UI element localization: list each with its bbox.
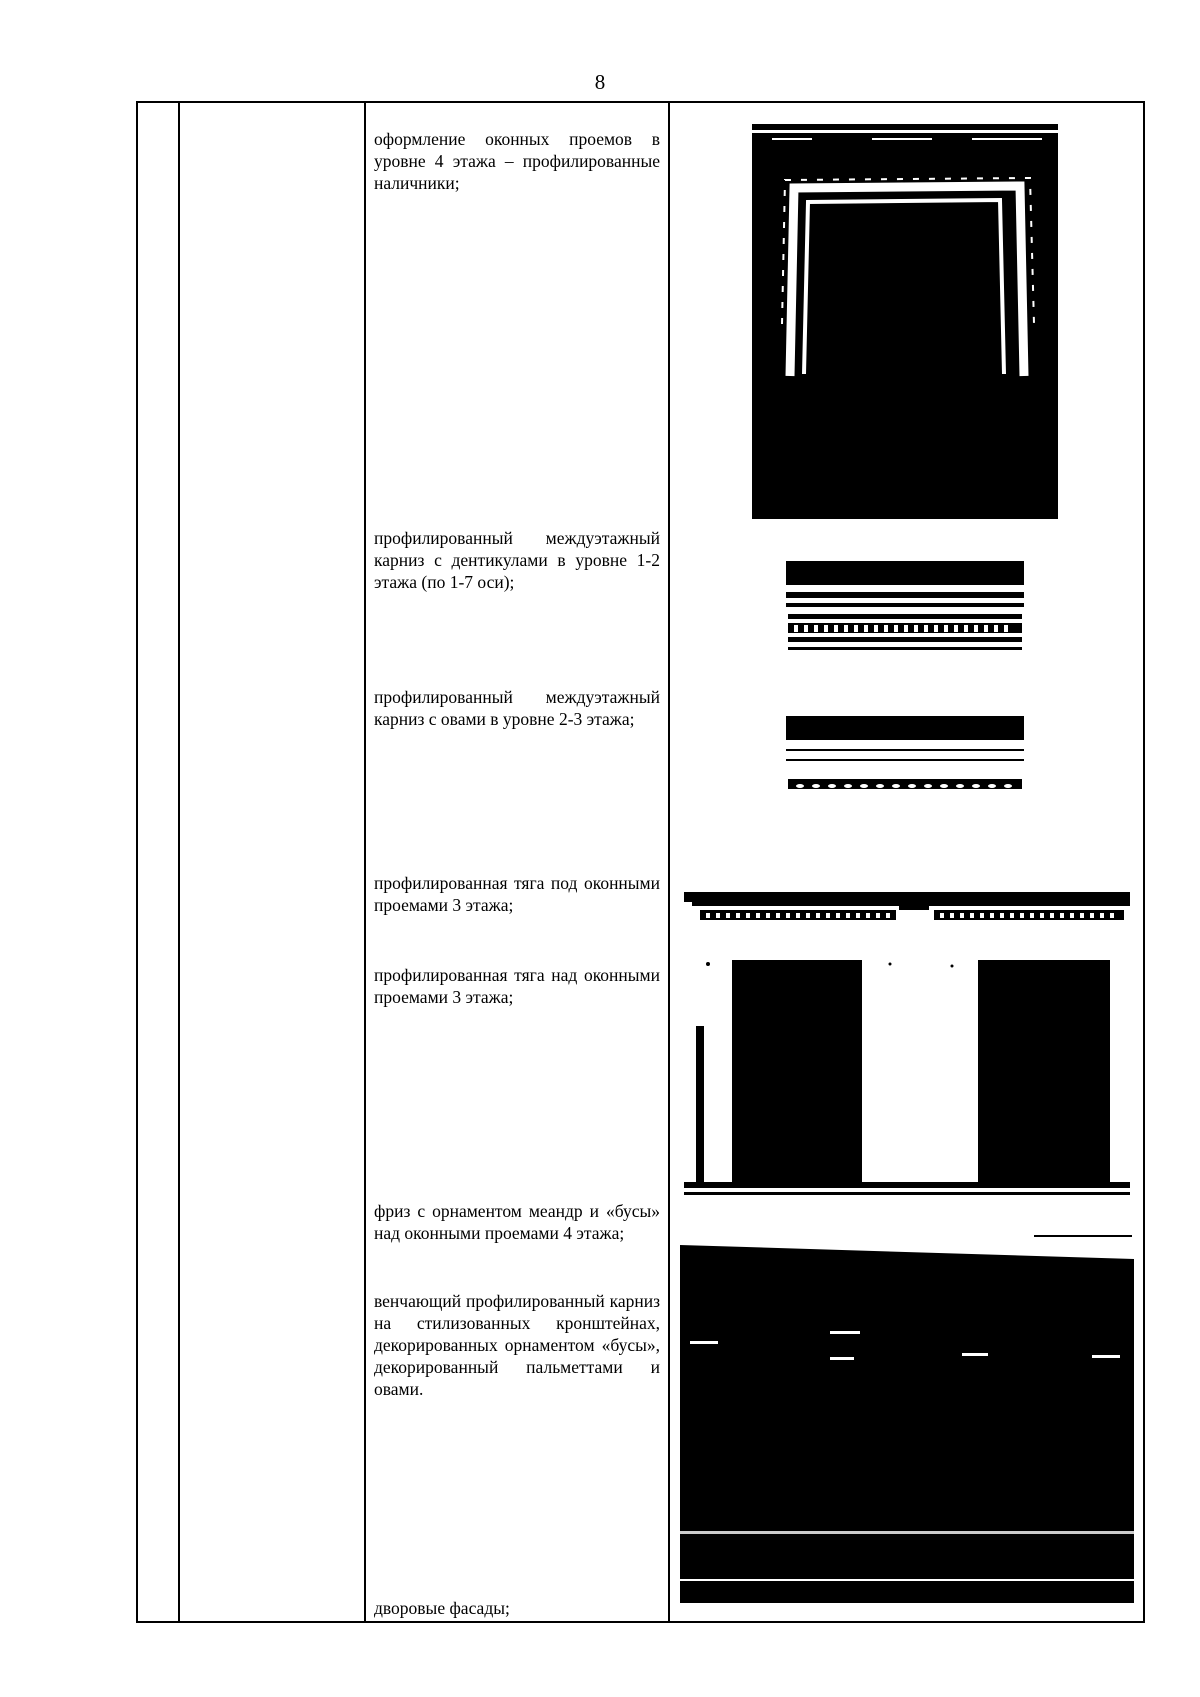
dentil-cornice-photo [786, 561, 1024, 657]
page-number: 8 [594, 70, 606, 94]
item-text-frieze: фриз с орнаментом меандр и «бусы» над оконными проемами 4 этажа; [374, 1201, 660, 1243]
item-text-window-casing: оформление оконных проемов в уровне 4 этажа – профилированные наличники; [374, 129, 660, 193]
column-divider-3 [668, 103, 670, 1621]
item-text-ovolo-cornice: профилированный междуэтажный карниз с овами в уровне 2-3 этажа; [374, 687, 660, 729]
column-divider-1 [178, 103, 180, 1621]
moulding-above-windows-photo [684, 956, 1130, 1198]
moulding-below-windows-photo [684, 888, 1130, 938]
item-text-crowning-cornice: венчающий профилированный карниз на стилизованных кронштейнах, декорированных орнаментом «бусы», декорированный пальметтами и овами. [374, 1291, 660, 1399]
item-text-moulding-below: профилированная тяга под оконными проемами 3 этажа; [374, 873, 660, 915]
ovolo-cornice-photo [786, 716, 1024, 790]
item-text-dentil-cornice: профилированный междуэтажный карниз с дентикулами в уровне 1-2 этажа (по 1-7 оси); [374, 528, 660, 592]
item-text-courtyard-facades: дворовые фасады; [374, 1598, 510, 1618]
item-text-moulding-above: профилированная тяга над оконными проемами 3 этажа; [374, 965, 660, 1007]
crowning-cornice-photo [680, 1231, 1134, 1605]
window-casing-photo [752, 124, 1058, 519]
column-divider-2 [364, 103, 366, 1621]
